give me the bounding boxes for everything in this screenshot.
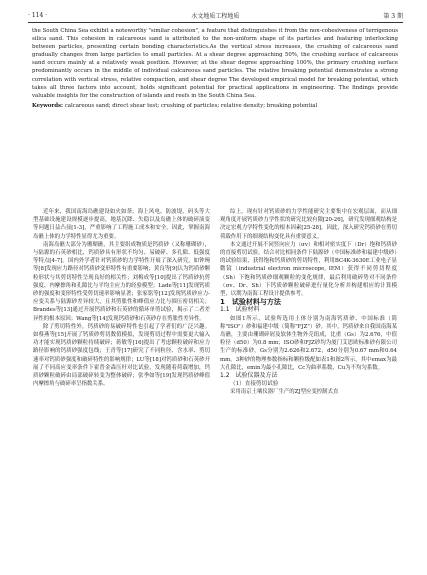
keywords-text: calcareous sand; direct shear test; crushing of particles; relative density; breaking potential — [64, 102, 318, 109]
body-paragraph: 采用南京土壤仪器厂生产的ZJ型应变控制式直 — [230, 389, 339, 396]
subsection-heading: 1.2 试验仪器及方法 — [220, 372, 278, 380]
abstract-text: the South China Sea exhibit a noteworthy "similar cohesion", a feature that distinguishes it from the non-cohesiveness of terrigenous silica sand. This cohesion in calcareous sand is attributed to the non-uniform shape of its particles and featuring interlocking between particles, presenting certain bonding characteristics.As the vertical stress increases, the crushing of calcareous sand gradually changes from large particles to small particles. At a shear degree approaching 50%, the crushing surface of calcareous sand occurs mainly at a relatively weak position. However, at the shear degree approaching 100%, the primary crushing surface predominantly occurs in the middle of individual calcareous sand particles. The relative breaking potential demonstrates a strong correlation with vertical stress, relative compaction, and shear degree The developed empirical model for breaking potential, which takes all three factors into account, holds significant potential for practical applications in engineering. The findings provide valuable insights for the construction of islands and reefs in the South China Sea. — [32, 28, 398, 99]
subsubsection-heading: （1）直接剪切试验 — [230, 381, 279, 388]
right-column — [220, 208, 397, 397]
left-column — [33, 208, 210, 388]
english-abstract — [32, 27, 398, 110]
body-paragraph: 近年来，我国南海岛礁建设如火如荼，海上风电、防波堤、码头等大型基础设施建设规模逐步提高，地基沉降、失稳以及岛礁上体的破碎演变等问题日益凸显[1-3]，严重影响了工程施工成本和安全。因此，掌握南海岛礁上体的力学特性显得尤为重要。 — [33, 209, 210, 240]
body-paragraph: 综上，现有针对钙质砂的力学性能研究主要集中在宏观层面，而从细观角度开展钙质砂力学性状的研究比较有限[20-26]，研究发现细观结构是决定宏观力学特性变化的根本因素[25-28]。因此，深入研究钙质砂在剪切荷载作用下的细观结构变化具有重要意义。 — [220, 209, 397, 240]
body-paragraph: 除了剪切特性外，钙质砂的易破碎特性也引起了学者们的广泛兴趣。如蔡燕等[15]开展了钙质砂剪切数值模拟，发现剪切过程中需要更大输入功才能实现钙质砂颗粒持续破碎；蒋敏等[16]提出了考虑颗粒破碎和应力路径影响的钙质砂强度包线；王青等[17]研究了不同粒径、含水率、剪切速率对钙质砂强度和破碎特性的影响规律；LU等[18]对钙质砂和石英砂开展了不同高应变率条件下霍普金森压杆对比试验，发现随着荷载增加，钙质砂颗粒破碎由局部破碎转变为整体破碎；张季如等[19]发现钙质砂峰值内摩擦角与破碎率呈指数关系。 — [33, 323, 210, 388]
page-header — [28, 8, 403, 23]
journal-title: 水文地质工程地质 — [191, 12, 240, 20]
body-paragraph: 南海岛礁大部分为珊瑚礁，其主要组成物质是钙质砂（又称珊瑚砂），与陆源的石英砂相比，钙质砂具有形状不均匀、易破碎、多孔隙、低强度等特点[4-7]。国内外学者针对钙质砂的力学特性开展了深入研究，如钟琬等[8]发现应力路径对钙质砂变形特性有重要影响；黄良等[9]认为钙质砂颗粒形状与其剪切特性呈现良好的相关性；刘梅成等[10]提出了钙质砂抗剪强度、内摩擦角和孔隙比与平均主应力的经验模型；Lade等[11]发现钙质砂的强度和变形特性受剪切速率影响显著；张家铭等[12]发现钙质砂应力-应变关系与陆源砂差异较大，且其剪胀性和峰值应力比与围压密切相关；Brandes等[13]通过开展钙质砂和石英砂的循环单剪试验，揭示了二者差异性的根本原因；Wang等[14]发现钙质砂和石英砂存在剪胀性差异性。 — [33, 241, 210, 322]
keywords-label: Keywords: — [32, 102, 63, 109]
page-number: · 114 · — [28, 11, 48, 19]
subsection-heading: 1.1 试验材料 — [220, 306, 260, 314]
keywords-line — [32, 102, 398, 110]
body-paragraph: 如图1所示，试验所选用土体分别为南海钙质砂、中国标准（简称"ISO"）砂和福建中级（简称"FJZ"）砂。其中，钙质砂来自我国南海某岛礁，主要由珊瑚碎屑及软体生物外壳组成，比重（Gs）为2.676，中值粒径（d50）为0.8 mm；ISO砂和FJZ砂均为厦门艾思欧标准砂有限公司生产的标准砂，Gs分别为2.626和2.672，d50分别为0.67 mm和0.64 mm。3种砂的物理参数指标和颗粒级配如表1和图2所示，其中emax为最大孔隙比，emin为最小孔隙比，Cc为曲率系数，Cu为不均匀系数。 — [220, 315, 397, 371]
issue-number: 第 3 期 — [383, 12, 403, 20]
body-paragraph: 本文通过开展不同竖向应力（σv）和相对密实度下（Dr）饱和钙质砂的直接剪切试验，结合对比相同条件下陆源砂（中国标准砂和福建中级砂）的试验结果，获得饱和钙质砂的剪切特性，利用BC4K-3630E工业电子显微镜（industrial electron microscope, IEM）获得不同剪切程度（Sh）下饱和钙质砂细观颗粒的变化规律，最后利用破碎势对不同条件（σv、Dr、Sh）下钙质砂颗粒破碎进行量化分析并构建相应的计算模型，以期为南海工程设计提供参考。 — [220, 241, 397, 298]
section-heading: 1 试验材料与方法 — [220, 298, 281, 307]
